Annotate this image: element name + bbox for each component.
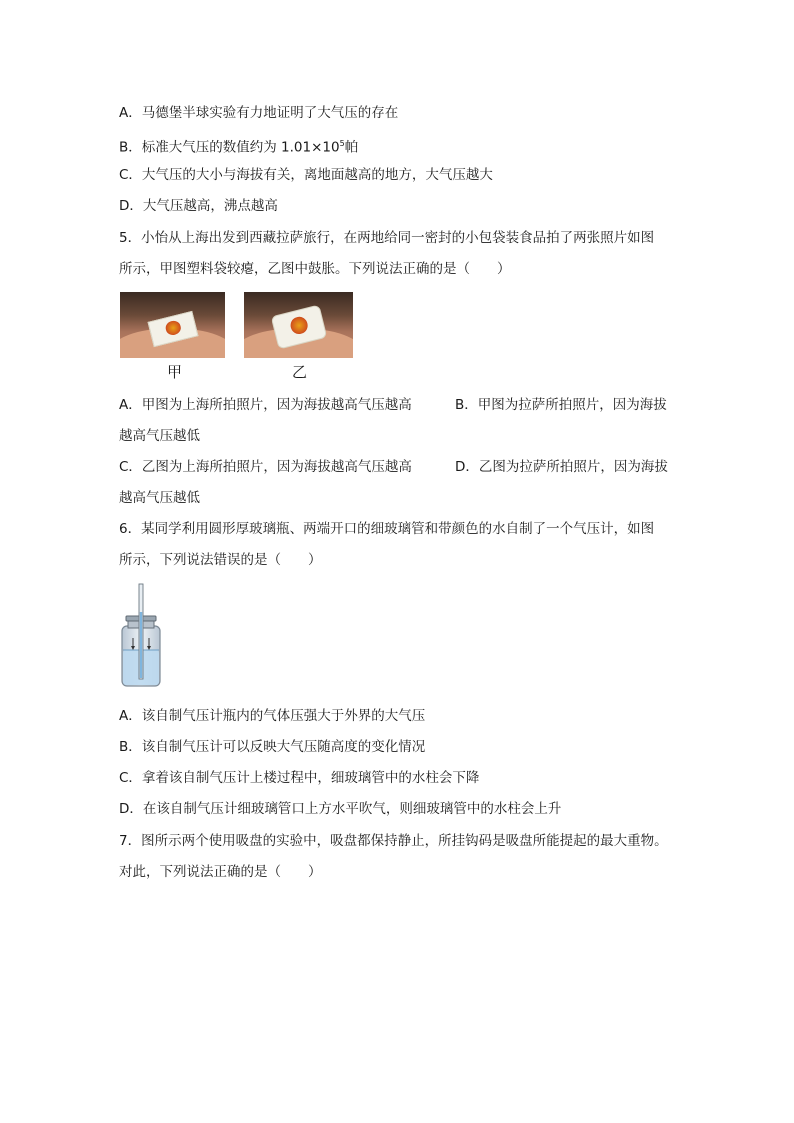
q6-stem-line2: 所示，下列说法错误的是（ ） <box>119 552 322 568</box>
q5-photo-label-yi: 乙 <box>292 363 308 381</box>
q5-option-b-cont: 越高气压越低 <box>119 428 200 444</box>
q4-option-d: D．大气压越高，沸点越高 <box>119 198 278 214</box>
q4-option-b-unit: 帕 <box>344 139 359 156</box>
q5-option-a: A．甲图为上海所拍照片，因为海拔越高气压越高 <box>119 397 412 413</box>
q7-stem-line2: 对此，下列说法正确的是（ ） <box>119 864 322 880</box>
q4-option-b-exponent: 5 <box>339 139 345 148</box>
q6-option-b: B．该自制气压计可以反映大气压随高度的变化情况 <box>119 739 426 755</box>
q5-photo-yi <box>244 292 353 358</box>
q5-option-d-cont: 越高气压越低 <box>119 490 200 506</box>
q4-option-a: A．马德堡半球实验有力地证明了大气压的存在 <box>119 105 399 121</box>
q6-option-c: C．拿着该自制气压计上楼过程中，细玻璃管中的水柱会下降 <box>119 770 480 786</box>
bag-logo <box>289 315 309 336</box>
q5-option-d: D．乙图为拉萨所拍照片，因为海拔 <box>455 459 668 475</box>
q5-stem-line2: 所示，甲图塑料袋较瘪，乙图中鼓胀。下列说法正确的是（ ） <box>119 261 511 277</box>
q4-option-b-text: B．标准大气压的数值约为 1.01×10 <box>119 139 340 156</box>
q6-option-a: A．该自制气压计瓶内的气体压强大于外界的大气压 <box>119 708 426 724</box>
q6-option-d: D．在该自制气压计细玻璃管口上方水平吹气，则细玻璃管中的水柱会上升 <box>119 801 562 817</box>
q4-option-c: C．大气压的大小与海拔有关，离地面越高的地方，大气压越大 <box>119 167 493 183</box>
q5-stem-line1: 5．小怡从上海出发到西藏拉萨旅行，在两地给同一密封的小包袋装食品拍了两张照片如图 <box>119 230 655 246</box>
q5-option-c: C．乙图为上海所拍照片，因为海拔越高气压越高 <box>119 459 412 475</box>
q6-stem-line1: 6．某同学利用圆形厚玻璃瓶、两端开口的细玻璃管和带颜色的水自制了一个气压计，如图 <box>119 521 655 537</box>
q5-photo-label-jia: 甲 <box>167 363 183 381</box>
q5-photo-jia <box>120 292 225 358</box>
q5-option-b: B．甲图为拉萨所拍照片，因为海拔 <box>455 397 667 413</box>
bag-logo <box>164 320 182 336</box>
q4-option-b <box>119 135 358 157</box>
barometer-figure <box>116 582 166 690</box>
q7-stem-line1: 7．图所示两个使用吸盘的实验中，吸盘都保持静止，所挂钩码是吸盘所能提起的最大重物。 <box>119 833 668 849</box>
